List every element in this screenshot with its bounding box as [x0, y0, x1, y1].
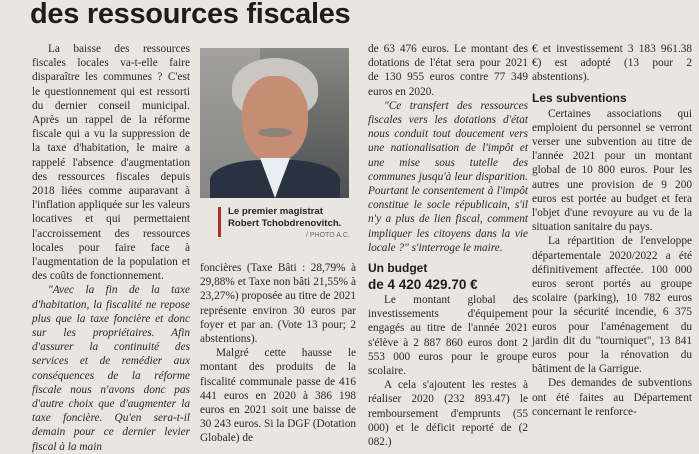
section-heading-budget: Un budget — [368, 261, 428, 276]
article-headline: des ressources fiscales — [30, 0, 351, 30]
caption-line-1: Le premier magistrat — [228, 206, 323, 217]
paragraph: foncières (Taxe Bâti : 28,79% à 29,88% et Taxe non bâti 21,55% à 23,27%) proposée au titre de 2021 représente environ 30 euros par foyer et par an. (Vote 13 pour; 2 abstentions). — [200, 262, 356, 346]
article-column-4 — [532, 42, 692, 419]
article-column-2 — [200, 261, 356, 446]
quote-paragraph: "Ce transfert des ressources fiscales vers les dotations d'état nous conduit tout doucement vers une nationalisation de l'impôt et une mise sous tutelle des communes jusqu'à leur disparition. Pourtant le consentement à l'impôt constitue le socle républicain, s'il n'y a plus de lien fiscal, comment impliquer les citoyens dans la vie locale ?" s'interroge le maire. — [368, 99, 528, 254]
paragraph: Certaines associations qui emploient du personnel se verront verser une subvention au titre de l'année 2021 pour un montant global de 10 800 euros. Pour les autres une provision de 9 200 euros est portée au budget et fera l'objet d'une revoyure au vu de la situation sanitaire du pays. — [532, 107, 692, 234]
mayor-photo — [200, 48, 349, 198]
paragraph: La répartition de l'enveloppe départementale 2020/2022 a été définitivement affectée. 100 000 euros seront portés au groupe scolaire (parking), 10 782 euros pour la sécurité incendie, 6 375 euros pour l'aménagement du jardin dit du "tourniquet", 13 841 euros pour la rénovation du bâtiment de la Garrigue. — [532, 235, 692, 376]
budget-amount: de 4 420 429.70 € — [368, 277, 478, 293]
paragraph: de 63 476 euros. Le montant des dotations de l'état sera pour 2021 de 130 955 euros contre 77 349 euros en 2020. — [368, 43, 528, 98]
article-column-3 — [368, 42, 528, 449]
caption-line-2: Robert Tchobdrenovitch. — [228, 218, 342, 229]
paragraph: € et investissement 3 183 961.38 €) est adopté (13 pour 2 abstentions). — [532, 43, 692, 84]
paragraph: Des demandes de subventions ont été faites au Département concernant le renforce- — [532, 377, 692, 418]
photo-credit: / PHOTO A.C. — [306, 232, 350, 239]
quote-paragraph: "Avec la fin de la taxe d'habitation, la fiscalité ne repose plus que la taxe foncière et donc sur les propriétaires. Afin d'assurer la continuité des services et de remédier aux conséquences de la réforme fiscale nous n'avons donc pas d'autre choix que d'augmenter la taxe foncière. Qu'en sera-t-il demain pour ce dernier levier fiscal à la main — [32, 284, 190, 453]
paragraph: Malgré cette hausse le montant des produits de la fiscalité communale passe de 416 441 euros en 2020 à 386 198 euros en 2021 soit une baisse de 30 243 euros. Si la DGF (Dotation Globale) de — [200, 347, 356, 445]
paragraph: Le montant global des investissements d'équipement engagés au titre de l'année 2021 s'élève à 2 887 860 euros dont 2 553 000 euros pour le groupe scolaire. — [368, 294, 528, 378]
section-heading-subventions: Les subventions — [532, 90, 627, 105]
photo-caption — [228, 206, 350, 230]
paragraph: A cela s'ajoutent les restes à réaliser 2020 (232 893.47) le remboursement d'emprunts (55 000) et le déficit reporté de (2 082.) — [368, 379, 528, 449]
article-column-1 — [32, 42, 190, 454]
caption-accent-bar — [218, 207, 221, 237]
paragraph: La baisse des ressources fiscales locales va-t-elle faire disparaître les communes ? C'est le questionnement qui est ressorti du dernier conseil municipal. Après un rappel de la réforme fiscale qui a vu la suppression de la taxe d'habitation, le maire a rappelé l'absence d'augmentation des ressources fiscales depuis 2018 liées comme auparavant à l'inflation appliquée sur les valeurs locatives et qui permettaient l'accroissement des ressources locales pour faire face à l'augmentation de la population et des coûts de fonctionnement. — [32, 43, 190, 283]
